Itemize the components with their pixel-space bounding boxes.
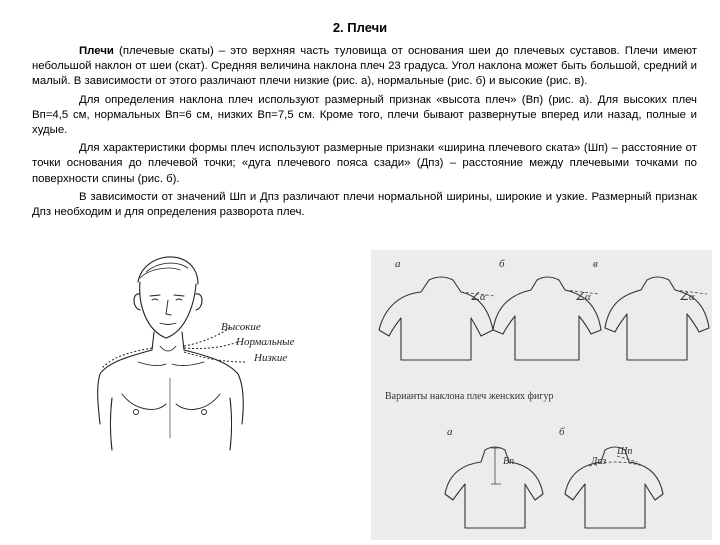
- label-normal: Нормальные: [236, 336, 295, 348]
- paragraph-4: В зависимости от значений Шп и Дпз различают плечи нормальной ширины, широкие и узкие. Размерный признак Дпз необходим и для определения разворота плеч.: [32, 190, 697, 219]
- torso-bottom-b: [565, 447, 663, 528]
- shoulder-variants-figure: [371, 250, 712, 540]
- dpz-label: Дпз: [591, 456, 607, 467]
- angle-label-b: ∠α: [575, 291, 591, 303]
- paragraph-1: [32, 44, 697, 90]
- paragraph-2: Для определения наклона плеч используют размерный признак «высота плеч» (Вп) (рис. а). Для высоких плеч Вп=4,5 см, нормальных Вп=6 см, низких Вп=7,5 см. Кроме того, плечи бывают развернутые вперед или назад, полные и худые.: [32, 93, 697, 137]
- letter-a: а: [395, 258, 401, 270]
- paragraph-3: Для характеристики формы плеч используют размерные признаки «ширина плечевого ската» (Шп) – расстояние от точки основания до плечевой точки; «дуга плечевого пояса сзади» (Дпз) – расстояние между плечевыми точками по поверхности спины (рис. б).: [32, 142, 697, 185]
- page-title: 2. Плечи: [332, 20, 388, 35]
- letter-b: б: [499, 258, 505, 270]
- vp-label: Вп: [503, 456, 515, 467]
- letter-bottom-b: б: [559, 426, 565, 438]
- letter-bottom-a: а: [447, 426, 453, 438]
- label-high: Высокие: [221, 321, 261, 333]
- torso-illustration: [80, 238, 340, 540]
- letter-v: в: [593, 258, 598, 270]
- paragraph-1-text: (плечевые скаты) – это верхняя часть туловища от основания шеи до плечевых суставов. Плечи имеют небольшой наклон от шеи (скат). Средняя величина наклона плеч 23 градуса. Угол наклона может быть большой, средний и малый. В зависимости от этого различают плечи низкие (рис. а), нормальные (рис. б) и высокие (рис. в).: [32, 45, 697, 88]
- torso-bottom-a: [445, 447, 543, 528]
- angle-label-v: ∠α: [679, 291, 695, 303]
- term-shoulders: Плечи: [79, 45, 114, 57]
- line-low: [184, 352, 246, 362]
- shp-label: Шп: [617, 446, 633, 457]
- label-low: Низкие: [254, 352, 288, 364]
- line-normal: [184, 342, 238, 349]
- angle-label-a: ∠α: [470, 291, 486, 303]
- body-text: [32, 44, 697, 223]
- variants-caption: Варианты наклона плеч женских фигур: [385, 391, 554, 402]
- torso-sketch: [80, 238, 340, 540]
